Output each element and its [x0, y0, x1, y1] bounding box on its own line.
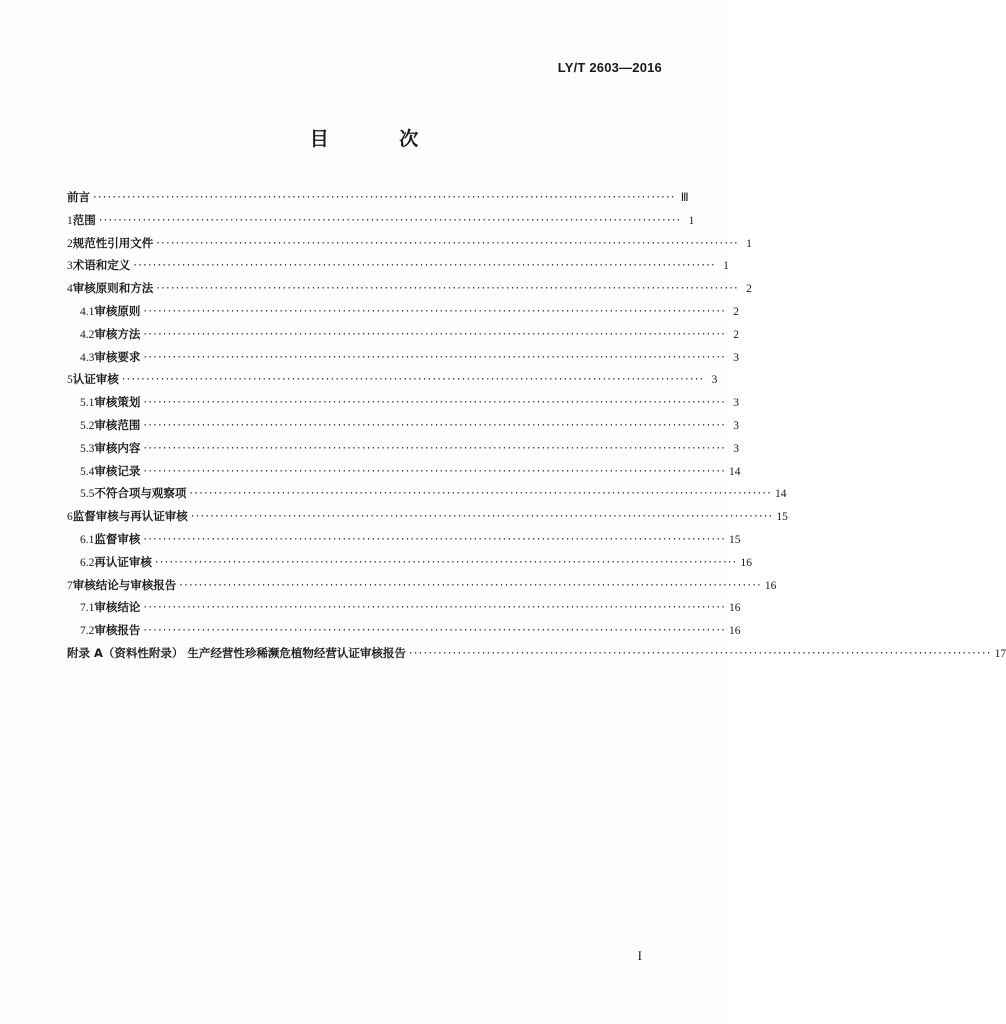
- toc-dot-leader: ························································································································: [98, 212, 682, 227]
- toc-dot-leader: ························································································································: [143, 600, 727, 615]
- toc-entry[interactable]: [67, 482, 787, 505]
- table-of-contents: [67, 186, 1006, 665]
- toc-entry-page: 14: [729, 465, 741, 478]
- toc-entry[interactable]: [67, 391, 740, 414]
- toc-entry[interactable]: [67, 619, 741, 642]
- toc-entry-number: 5.4: [80, 465, 95, 478]
- toc-entry[interactable]: [67, 642, 1006, 665]
- toc-entry-number: 1: [67, 214, 73, 227]
- page-number: I: [637, 948, 642, 963]
- toc-entry[interactable]: [67, 232, 752, 255]
- toc-dot-leader: ························································································································: [190, 509, 774, 524]
- toc-entry-number: 3: [67, 260, 73, 273]
- toc-dot-leader: ························································································································: [143, 349, 727, 364]
- toc-entry-number: 4.3: [80, 351, 95, 364]
- toc-entry-page: 17: [994, 647, 1006, 660]
- toc-entry-page: 16: [729, 625, 741, 638]
- toc-dot-leader: ························································································································: [189, 486, 773, 501]
- toc-entry[interactable]: [67, 460, 741, 483]
- toc-entry-page: Ⅲ: [680, 192, 689, 204]
- toc-entry-label: 审核范围: [94, 417, 141, 432]
- toc-entry-page: 2: [746, 283, 752, 296]
- toc-entry[interactable]: [67, 551, 753, 574]
- toc-entry-number: 5: [67, 374, 73, 387]
- toc-dot-leader: ························································································································: [143, 440, 727, 455]
- toc-dot-leader: ························································································································: [133, 258, 716, 273]
- toc-entry[interactable]: [67, 346, 740, 369]
- toc-entry-number: 7.1: [80, 602, 95, 615]
- toc-entry-label: 前言: [67, 190, 90, 204]
- toc-entry-label: 监督审核与再认证审核: [72, 509, 188, 524]
- toc-entry-page: 3: [733, 442, 740, 455]
- toc-entry-page: 3: [733, 351, 740, 364]
- toc-entry-page: 3: [733, 419, 740, 432]
- toc-dot-leader: ························································································································: [93, 190, 676, 204]
- toc-entry-number: 6.1: [80, 533, 95, 546]
- toc-dot-leader: ························································································································: [156, 235, 739, 250]
- toc-entry-number: 6: [67, 511, 73, 524]
- toc-entry[interactable]: [67, 254, 729, 277]
- toc-entry-number: 7.2: [80, 625, 95, 638]
- toc-entry-number: 7: [67, 579, 73, 592]
- toc-dot-leader: ························································································································: [143, 531, 727, 546]
- toc-entry-number: 4: [67, 283, 73, 296]
- toc-entry-number: 4.2: [80, 328, 95, 341]
- toc-entry-page: 16: [740, 556, 753, 569]
- toc-dot-leader: ························································································································: [143, 303, 727, 318]
- toc-entry[interactable]: [67, 323, 740, 346]
- toc-dot-leader: ························································································································: [156, 281, 739, 296]
- toc-entry-label: 规范性引用文件: [72, 235, 154, 250]
- toc-entry[interactable]: [67, 186, 689, 209]
- toc-dot-leader: ························································································································: [179, 577, 762, 592]
- toc-entry[interactable]: [67, 574, 777, 597]
- toc-entry-label: 审核内容: [94, 440, 141, 455]
- toc-entry[interactable]: [67, 209, 695, 232]
- toc-entry-label: 审核要求: [94, 349, 141, 364]
- toc-entry-label: 审核记录: [94, 463, 141, 478]
- toc-entry-number: 5.5: [80, 488, 95, 501]
- toc-entry-number: 6.2: [80, 556, 95, 569]
- toc-entry-page: 1: [746, 237, 752, 250]
- toc-entry-label: 不符合项与观察项: [94, 486, 187, 501]
- toc-entry[interactable]: [67, 505, 788, 528]
- toc-entry-label: 范围: [72, 212, 96, 227]
- toc-entry[interactable]: [67, 596, 741, 619]
- toc-entry-label: 审核报告: [94, 623, 141, 638]
- toc-dot-leader: ························································································································: [143, 463, 727, 478]
- toc-dot-leader: ························································································································: [408, 645, 992, 660]
- toc-entry[interactable]: [67, 300, 740, 323]
- toc-dot-leader: ························································································································: [143, 417, 727, 432]
- toc-entry-page: 1: [688, 214, 695, 227]
- toc-dot-leader: ························································································································: [143, 623, 727, 638]
- toc-entry-number: 5.2: [80, 419, 95, 432]
- toc-dot-leader: ························································································································: [121, 372, 705, 387]
- toc-entry-label: 审核策划: [94, 395, 141, 410]
- toc-entry-page: 16: [764, 579, 777, 592]
- toc-entry-label: 审核结论: [94, 600, 141, 615]
- toc-entry-number: 2: [67, 237, 73, 250]
- toc-entry-page: 16: [729, 602, 741, 615]
- toc-entry-page: 2: [733, 305, 740, 318]
- toc-entry-page: 15: [729, 533, 741, 546]
- toc-entry[interactable]: [67, 437, 740, 460]
- toc-entry-page: 14: [775, 488, 787, 501]
- toc-entry-page: 3: [733, 397, 740, 410]
- toc-entry-label: 再认证审核: [94, 554, 152, 569]
- toc-entry-number: 4.1: [80, 305, 95, 318]
- toc-entry-label: 监督审核: [94, 531, 141, 546]
- toc-entry-label: 术语和定义: [72, 258, 131, 273]
- toc-entry-page: 1: [723, 260, 729, 273]
- toc-dot-leader: ························································································································: [154, 554, 738, 569]
- toc-entry-label: 审核方法: [94, 326, 141, 341]
- toc-entry-page: 15: [776, 511, 788, 524]
- toc-entry-label: 审核原则: [94, 303, 141, 318]
- toc-entry[interactable]: [67, 368, 718, 391]
- standard-code: LY/T 2603—2016: [557, 60, 662, 75]
- toc-dot-leader: ························································································································: [143, 395, 727, 410]
- toc-entry[interactable]: [67, 528, 741, 551]
- toc-entry-label: 审核原则和方法: [72, 281, 154, 296]
- toc-entry-page: 3: [711, 374, 718, 387]
- toc-entry-label: 附录 A（资料性附录） 生产经营性珍稀濒危植物经营认证审核报告: [67, 645, 406, 660]
- toc-entry-page: 2: [733, 328, 740, 341]
- toc-entry[interactable]: [67, 277, 752, 300]
- page-title: 目 次: [309, 128, 451, 150]
- toc-entry-number: 5.3: [80, 442, 95, 455]
- toc-entry-number: 5.1: [80, 397, 95, 410]
- toc-dot-leader: ························································································································: [143, 326, 727, 341]
- toc-entry-label: 认证审核: [72, 372, 119, 387]
- toc-entry-label: 审核结论与审核报告: [72, 577, 177, 592]
- toc-entry[interactable]: [67, 414, 740, 437]
